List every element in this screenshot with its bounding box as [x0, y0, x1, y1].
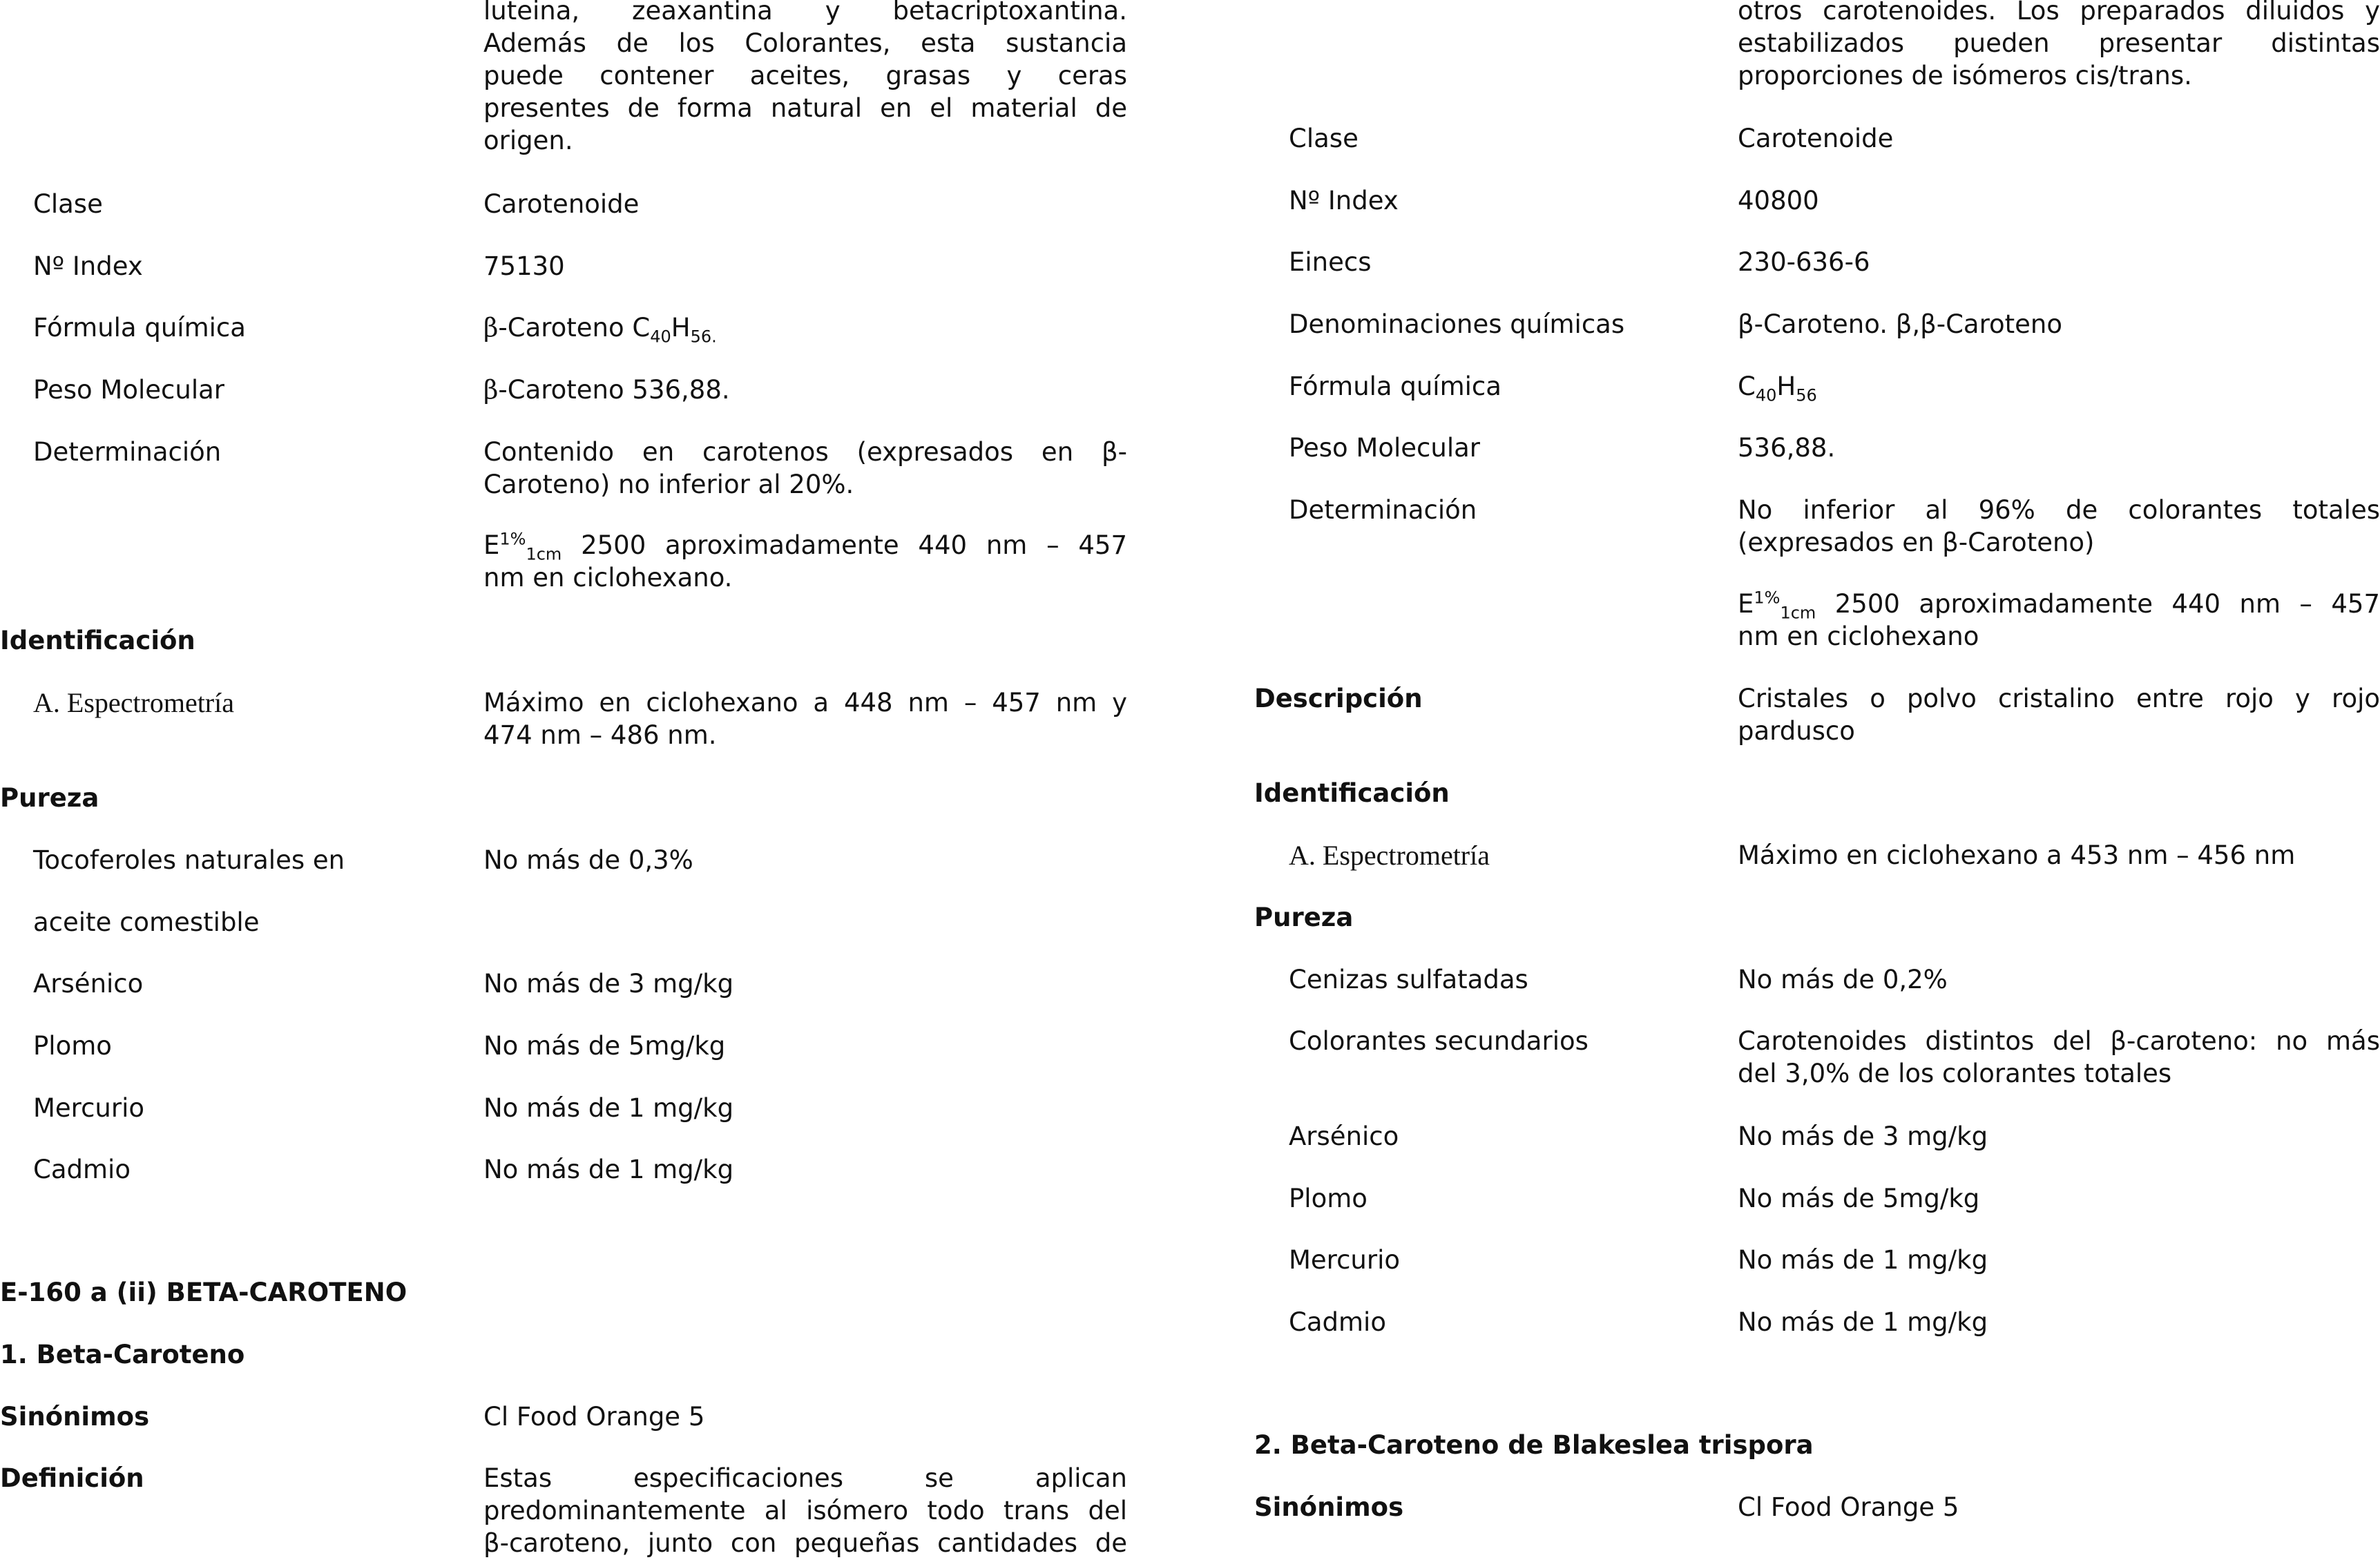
clase-value: Carotenoide [483, 189, 640, 219]
mercurio-value: No más de 1 mg/kg [1738, 1245, 1988, 1275]
intro-paragraph [483, 0, 1127, 157]
tocoferoles-label-line2: aceite comestible [33, 907, 260, 937]
espectrometria-label: A. Espectrometría [1289, 840, 1490, 871]
definicion-label: Definición [0, 1463, 144, 1493]
index-value: 75130 [483, 251, 565, 281]
determinacion-label: Determinación [33, 437, 222, 467]
cadmio-label: Cadmio [33, 1155, 131, 1184]
arsenico-value: No más de 3 mg/kg [1738, 1121, 1988, 1151]
espectrometria-line: Máximo en ciclohexano a 448 nm – 457 nm y [483, 688, 1127, 718]
index-label: Nº Index [1289, 186, 1399, 215]
formula-value: β-Caroteno $C_{40}H_{56.}$ [483, 313, 717, 347]
tocoferoles-label: Tocoferoles naturales en [33, 845, 345, 875]
peso-value: 536,88. [1738, 433, 1836, 463]
clase-label: Clase [33, 189, 103, 219]
mercurio-value: No más de 1 mg/kg [483, 1093, 734, 1123]
plomo-value: No más de 5mg/kg [483, 1031, 726, 1061]
descripcion-label: Descripción [1254, 684, 1423, 713]
colorantes-line: del 3,0% de los colorantes totales [1738, 1059, 2172, 1088]
plomo-label: Plomo [1289, 1184, 1367, 1213]
formula-label: Fórmula química [1289, 372, 1501, 401]
espectrometria-value: Máximo en ciclohexano a 453 nm – 456 nm [1738, 840, 2296, 870]
einecs-label: Einecs [1289, 247, 1372, 277]
intro-line: origen. [483, 126, 573, 155]
beta2-title: 2. Beta-Caroteno de Blakeslea trispora [1254, 1430, 1814, 1460]
cadmio-label: Cadmio [1289, 1307, 1386, 1337]
mercurio-label: Mercurio [1289, 1245, 1401, 1275]
determinacion-line: No inferior al 96% de colorantes totales [1738, 495, 2380, 525]
cadmio-value: No más de 1 mg/kg [483, 1155, 734, 1184]
cenizas-value: No más de 0,2% [1738, 965, 1948, 994]
plomo-label: Plomo [33, 1031, 112, 1061]
absorbance-line: $E^{1\%}_{1cm}$ 2500 aproximadamente 440 nm – 457 [483, 529, 1127, 564]
determinacion-line: Contenido en carotenos (expresados en β- [483, 437, 1127, 467]
index-label: Nº Index [33, 251, 143, 281]
formula-label: Fórmula química [33, 313, 246, 343]
intro-line: luteina, zeaxantina y betacriptoxantina. [483, 0, 1127, 26]
plomo-value: No más de 5mg/kg [1738, 1184, 1980, 1213]
beta1-title: 1. Beta-Caroteno [0, 1340, 245, 1369]
intro-line: Además de los Colorantes, esta sustancia [483, 28, 1127, 58]
tocoferoles-value: No más de 0,3% [483, 845, 693, 875]
cenizas-label: Cenizas sulfatadas [1289, 965, 1528, 994]
arsenico-label: Arsénico [1289, 1121, 1399, 1151]
einecs-value: 230-636-6 [1738, 247, 1870, 277]
descripcion-line: pardusco [1738, 716, 1855, 746]
absorbance-value [1738, 588, 2380, 653]
absorbance-value [483, 529, 1127, 594]
peso-label: Peso Molecular [1289, 433, 1480, 463]
peso-label: Peso Molecular [33, 375, 224, 405]
cadmio-value: No más de 1 mg/kg [1738, 1307, 1988, 1337]
absorbance-line: nm en ciclohexano. [483, 563, 733, 593]
absorbance-line: nm en ciclohexano [1738, 622, 1979, 651]
espectrometria-value [483, 686, 1127, 751]
descripcion-value [1738, 682, 2380, 747]
intro-line: estabilizados pueden presentar distintas [1738, 28, 2380, 58]
determinacion-line: (expresados en β-Caroteno) [1738, 528, 2095, 557]
espectrometria-line: 474 nm – 486 nm. [483, 720, 717, 750]
absorbance-line: $E^{1\%}_{1cm}$ 2500 aproximadamente 440 nm – 457 [1738, 588, 2380, 623]
sinonimos-value: Cl Food Orange 5 [483, 1402, 705, 1432]
intro-line: presentes de forma natural en el material de [483, 93, 1127, 123]
peso-value: β-Caroteno 536,88. [483, 375, 730, 405]
determinacion-value [1738, 494, 2380, 559]
determinacion-value [483, 436, 1127, 501]
sinonimos-label: Sinónimos [1254, 1492, 1404, 1522]
definicion-line: predominantemente al isómero todo trans del [483, 1496, 1127, 1525]
colorantes-label: Colorantes secundarios [1289, 1026, 1589, 1056]
intro-line: puede contener aceites, grasas y ceras [483, 61, 1127, 90]
denominaciones-label: Denominaciones químicas [1289, 309, 1625, 339]
intro-line: otros carotenoides. Los preparados diluidos y [1738, 0, 2380, 26]
sinonimos-value: Cl Food Orange 5 [1738, 1492, 1959, 1522]
definicion-line: Estas especificaciones se aplican [483, 1463, 1127, 1493]
determinacion-label: Determinación [1289, 495, 1477, 525]
formula-value: $C_{40}H_{56}$ [1738, 372, 1817, 405]
definicion-value [483, 1462, 1127, 1559]
e160-title: E-160 a (ii) BETA-CAROTENO [0, 1278, 407, 1307]
identificacion-heading: Identificación [0, 626, 195, 655]
sinonimos-label: Sinónimos [0, 1402, 150, 1432]
identificacion-heading: Identificación [1254, 778, 1450, 808]
clase-value: Carotenoide [1738, 124, 1894, 153]
intro-paragraph [1738, 0, 2380, 92]
arsenico-value: No más de 3 mg/kg [483, 969, 734, 999]
pureza-heading: Pureza [0, 783, 99, 813]
index-value: 40800 [1738, 186, 1819, 215]
colorantes-line: Carotenoides distintos del β-caroteno: no más [1738, 1026, 2380, 1056]
arsenico-label: Arsénico [33, 969, 144, 999]
mercurio-label: Mercurio [33, 1093, 145, 1123]
definicion-line: β-caroteno, junto con pequeñas cantidades de [483, 1528, 1127, 1558]
intro-line: proporciones de isómeros cis/trans. [1738, 61, 2192, 90]
denominaciones-value: β-Caroteno. β,β-Caroteno [1738, 309, 2062, 339]
pureza-heading: Pureza [1254, 903, 1354, 932]
descripcion-line: Cristales o polvo cristalino entre rojo y rojo [1738, 684, 2380, 713]
colorantes-value [1738, 1025, 2380, 1090]
determinacion-line: Caroteno) no inferior al 20%. [483, 470, 854, 499]
espectrometria-label: A. Espectrometría [33, 687, 234, 718]
clase-label: Clase [1289, 124, 1359, 153]
